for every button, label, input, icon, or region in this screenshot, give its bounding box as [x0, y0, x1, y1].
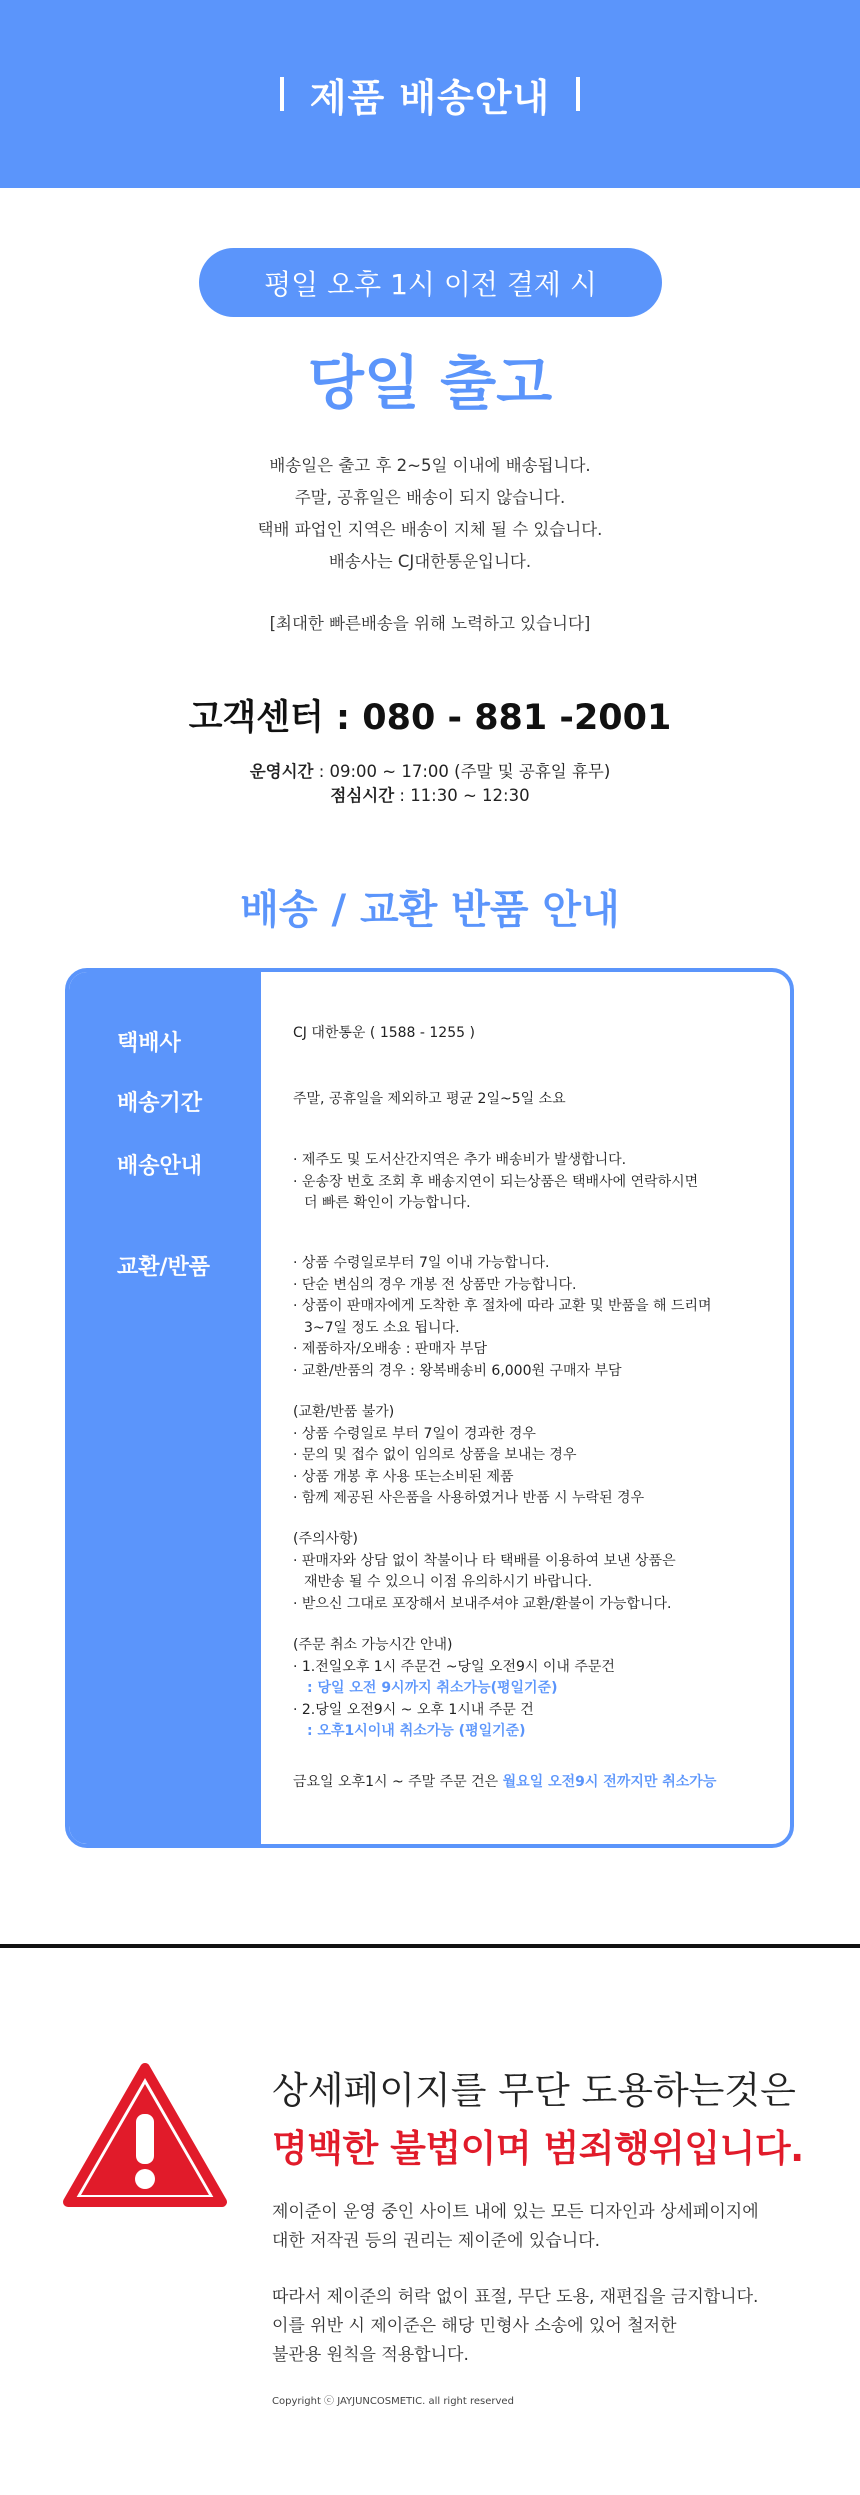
shipping-lines: [0, 450, 860, 578]
label-exchange: 교환/반품: [117, 1255, 211, 1280]
cancel-line: · 2.당일 오전9시 ~ 오후 1시내 주문 건: [293, 1701, 534, 1718]
caution-line: · 판매자와 상담 없이 착불이나 타 택배를 이용하여 보낸 상품은: [293, 1552, 676, 1569]
exchange-line: 3~7일 정도 소요 됩니다.: [304, 1319, 460, 1336]
shipping-line: 배송사는 CJ대한통운입니다.: [328, 552, 532, 571]
shipping-note-wrap: [0, 608, 860, 640]
exchange-line: · 단순 변심의 경우 개봉 전 상품만 가능합니다.: [293, 1276, 577, 1293]
shipping-line: 주말, 공휴일은 배송이 되지 않습니다.: [294, 488, 566, 507]
warning-heading-2: 명백한 불법이며 범죄행위입니다.: [272, 2127, 804, 2170]
guide-line: · 운송장 번호 조회 후 배송지연이 되는상품은 택배사에 연락하시면: [293, 1173, 699, 1190]
weekend-cancel-line: [293, 1772, 716, 1794]
title-bar-left: [280, 77, 284, 111]
cancel-title: (주문 취소 가능시간 안내): [293, 1637, 453, 1653]
label-period: 배송기간: [117, 1091, 203, 1116]
copyright-notice-1: [272, 2198, 759, 2256]
hours-value: : 09:00 ~ 17:00 (주말 및 공휴일 휴무): [313, 762, 611, 781]
cancel-line: · 1.전일오후 1시 주문건 ~당일 오전9시 이내 주문건: [293, 1658, 615, 1675]
exchange-line: · 상품 수령일로부터 7일 이내 가능합니다.: [293, 1255, 550, 1271]
notice-line: 제이준이 운영 중인 사이트 내에 있는 모든 디자인과 상세페이지에: [272, 2202, 759, 2222]
not-allowed-line: · 상품 개봉 후 사용 또는소비된 제품: [293, 1468, 514, 1485]
copyright-text: Copyright ⓒ JAYJUNCOSMETIC. all right reserved: [272, 2396, 514, 2407]
guide-block: [293, 1150, 698, 1215]
exchange-line: · 상품이 판매자에게 도착한 후 절차에 따라 교환 및 반품을 해 드리며: [293, 1298, 712, 1314]
period-value: 주말, 공휴일을 제외하고 평균 2일~5일 소요: [293, 1091, 566, 1107]
shipping-line: 배송일은 출고 후 2~5일 이내에 배송됩니다.: [269, 456, 591, 475]
exchange-line: · 교환/반품의 경우 : 왕복배송비 6,000원 구매자 부담: [293, 1362, 622, 1379]
not-allowed-line: · 문의 및 접수 없이 임의로 상품을 보내는 경우: [293, 1447, 577, 1463]
lunch-value: : 11:30 ~ 12:30: [394, 786, 530, 805]
caution-block: [293, 1529, 676, 1615]
hours-label: 운영시간: [249, 762, 314, 781]
shipping-info-table: [65, 968, 794, 1848]
caution-line: 재반송 될 수 있으니 이점 유의하시기 바랍니다.: [304, 1574, 593, 1590]
weekend-highlight: 월요일 오전9시 전까지만 취소가능: [502, 1774, 717, 1790]
lunch-label: 점심시간: [330, 786, 395, 805]
cancel-highlight: : 당일 오전 9시까지 취소가능(평일기준): [307, 1680, 558, 1696]
courier-value: CJ 대한통운 ( 1588 - 1255 ): [293, 1025, 475, 1041]
cutoff-pill: 평일 오후 1시 이전 결제 시: [199, 248, 662, 317]
not-allowed-title: (교환/반품 불가): [293, 1404, 395, 1420]
not-allowed-block: [293, 1402, 644, 1510]
guide-line: 더 빠른 확인이 가능합니다.: [304, 1195, 471, 1211]
same-day-heading: 당일 출고: [307, 349, 553, 417]
warning-heading-1: 상세페이지를 무단 도용하는것은: [272, 2069, 796, 2112]
operating-hours: [0, 758, 860, 782]
header-banner: [0, 0, 860, 188]
section-divider: [0, 1944, 860, 1948]
label-guide: 배송안내: [117, 1154, 203, 1179]
caution-line: · 받으신 그대로 포장해서 보내주셔야 교환/환불이 가능합니다.: [293, 1595, 672, 1612]
cancel-block: [293, 1635, 615, 1743]
weekend-prefix: 금요일 오후1시 ~ 주말 주문 건은: [293, 1774, 503, 1790]
label-courier: 택배사: [117, 1031, 181, 1056]
notice-line: 따라서 제이준의 허락 없이 표절, 무단 도용, 재편집을 금지합니다.: [272, 2287, 759, 2307]
not-allowed-line: · 함께 제공된 사은품을 사용하였거나 반품 시 누락된 경우: [293, 1490, 645, 1506]
copyright-notice-2: [272, 2283, 758, 2370]
not-allowed-line: · 상품 수령일로 부터 7일이 경과한 경우: [293, 1425, 536, 1442]
shipping-line: 택배 파업인 지역은 배송이 지체 될 수 있습니다.: [257, 520, 603, 539]
page-title: 제품 배송안내: [309, 75, 551, 120]
customer-center-phone: 고객센터 : 080 - 881 -2001: [188, 698, 672, 738]
lunch-hours: [0, 782, 860, 806]
notice-line: 이를 위반 시 제이준은 해당 민형사 소송에 있어 철저한: [272, 2316, 677, 2336]
exchange-block: [293, 1253, 712, 1382]
caution-title: (주의사항): [293, 1531, 359, 1547]
notice-line: 대한 저작권 등의 권리는 제이준에 있습니다.: [272, 2231, 601, 2251]
notice-line: 불관용 원칙을 적용합니다.: [272, 2345, 469, 2365]
shipping-note: [최대한 빠른배송을 위해 노력하고 있습니다]: [269, 614, 591, 633]
guide-line: · 제주도 및 도서산간지역은 추가 배송비가 발생합니다.: [293, 1152, 627, 1168]
title-bar-right: [576, 77, 580, 111]
exchange-line: · 제품하자/오배송 : 판매자 부담: [293, 1341, 487, 1357]
cancel-highlight: : 오후1시이내 취소가능 (평일기준): [307, 1723, 526, 1739]
info-section-title: 배송 / 교환 반품 안내: [240, 887, 620, 933]
warning-icon: [62, 2062, 228, 2210]
